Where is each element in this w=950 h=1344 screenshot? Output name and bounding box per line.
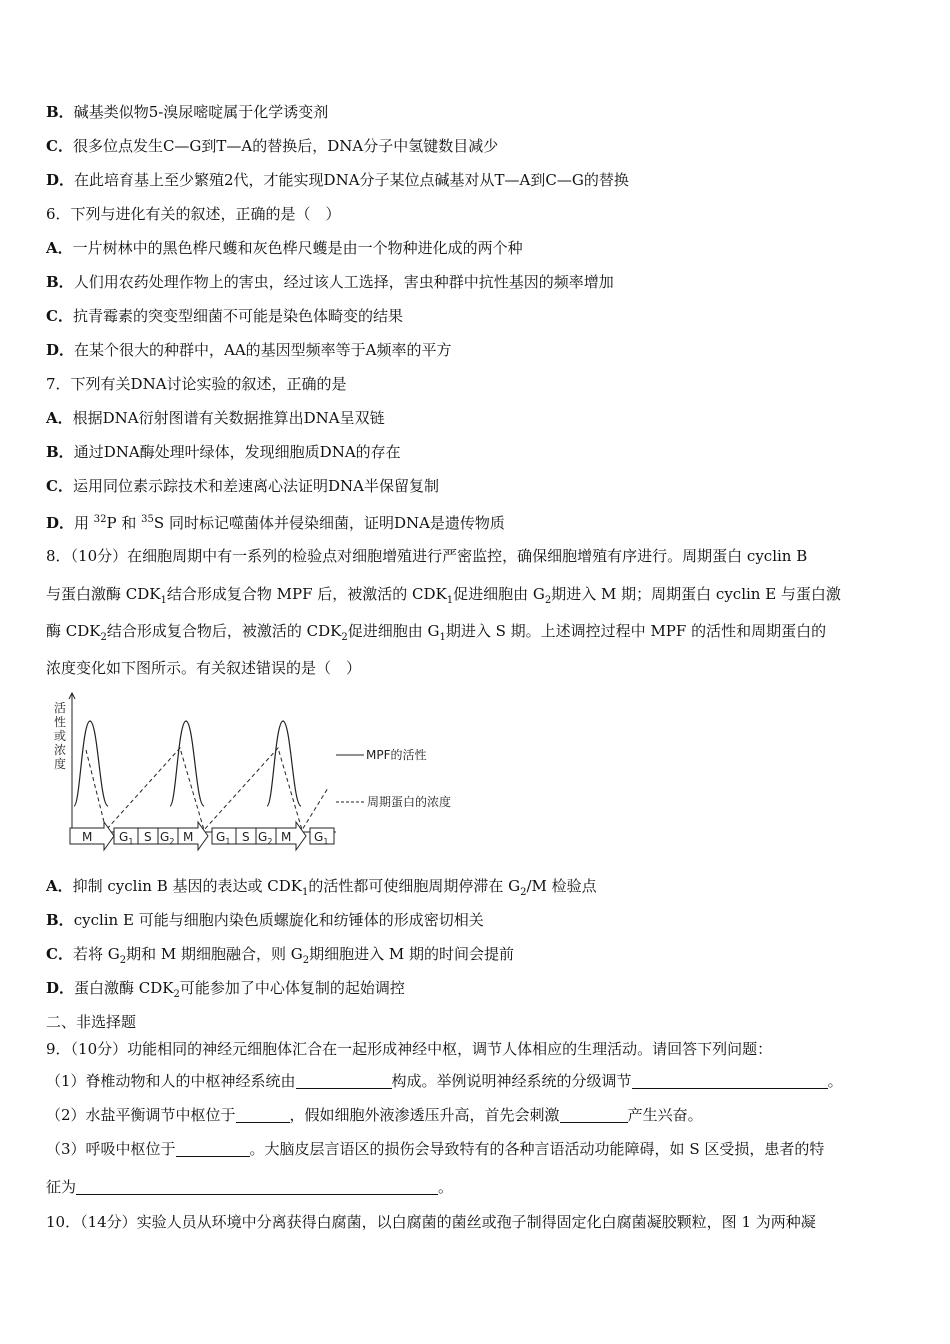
text-run: 。大脑皮层言语区的损伤会导致特有的各种言语活动功能障碍，如 S 区受损，患者的特 — [249, 1140, 825, 1158]
text-run: ，假如细胞外液渗透压升高，首先会刺激 — [289, 1106, 560, 1124]
option-label: A． — [46, 409, 73, 427]
q8-option-d — [46, 978, 405, 1005]
legend-mpf-activity: MPF的活性 — [366, 748, 427, 762]
text-run: （3）呼吸中枢位于 — [46, 1140, 176, 1158]
mpf-peak — [267, 721, 301, 806]
text-run: 的活性都可使细胞周期停滞在 G — [308, 877, 521, 895]
q8-option-c — [46, 944, 514, 971]
text-run: 结合形成复合物 MPF 后，被激活的 CDK — [166, 585, 447, 603]
answer-blank[interactable] — [176, 1141, 250, 1157]
legend-cyclin-concentration: 周期蛋白的浓度 — [367, 795, 452, 809]
option-label: D． — [46, 979, 75, 997]
q8-stem-line-3 — [46, 621, 826, 648]
text-run: 用 — [74, 514, 94, 532]
subscript: 2 — [302, 955, 310, 966]
text-run: 。 — [438, 1178, 454, 1196]
mpf-peak — [74, 721, 108, 806]
text-run: 抑制 cyclin B 基因的表达或 CDK — [72, 877, 302, 895]
subscript: 2 — [173, 989, 180, 1000]
text-run: P 和 — [106, 514, 142, 532]
option-label: A． — [46, 877, 73, 895]
q8-option-b — [46, 910, 484, 930]
subscript: 2 — [544, 595, 552, 606]
mpf-peak — [170, 721, 204, 806]
section-heading: 二、非选择题 — [46, 1013, 137, 1031]
q9-part-2 — [46, 1105, 703, 1125]
text-run: 促进细胞由 G — [453, 585, 545, 603]
phase-label: S — [144, 830, 152, 844]
superscript: 32 — [93, 514, 107, 525]
option-text: 很多位点发生C—G到T—A的替换后，DNA分子中氢键数目减少 — [72, 137, 499, 155]
option-text: 在某个很大的种群中，AA的基因型频率等于A频率的平方 — [74, 341, 452, 359]
option-label: D． — [46, 171, 75, 189]
text-run: 征为 — [46, 1178, 77, 1196]
option-label: C． — [46, 307, 73, 325]
q5-option-c — [46, 136, 498, 156]
q5-option-d — [46, 170, 629, 190]
option-label: C． — [46, 477, 73, 495]
q6-option-a — [46, 238, 523, 258]
text-run: S 同时标记噬菌体并侵染细菌，证明DNA是遗传物质 — [153, 514, 505, 532]
subscript: 1 — [439, 632, 446, 643]
option-text: 碱基类似物5-溴尿嘧啶属于化学诱变剂 — [73, 103, 329, 121]
option-label: A． — [46, 239, 73, 257]
q9-part-3-cont — [46, 1177, 453, 1197]
option-text: 在此培育基上至少繁殖2代，才能实现DNA分子某位点碱基对从T—A到C—G的替换 — [74, 171, 629, 189]
q8-stem-line-4: 浓度变化如下图所示。有关叙述错误的是（ ） — [46, 659, 362, 677]
text-run: 若将 G — [72, 945, 120, 963]
q6-option-b — [46, 272, 614, 292]
text-run: 构成。举例说明神经系统的分级调节 — [391, 1072, 632, 1090]
phase-label: $G_2$ — [258, 830, 273, 846]
q6-option-c — [46, 306, 403, 326]
subscript: 2 — [341, 632, 348, 643]
option-text: 根据DNA衍射图谱有关数据推算出DNA呈双链 — [72, 409, 385, 427]
text-run: 蛋白激酶 CDK — [74, 979, 174, 997]
answer-blank[interactable] — [296, 1073, 392, 1089]
text-run: 。 — [827, 1072, 843, 1090]
superscript: 35 — [141, 514, 154, 525]
phase-label: $G_1$ — [216, 830, 231, 846]
option-label: D． — [46, 341, 75, 359]
answer-blank[interactable] — [632, 1073, 828, 1089]
q7-option-b — [46, 442, 401, 462]
q9-part-3 — [46, 1139, 824, 1159]
option-label: B． — [46, 103, 74, 121]
subscript: 1 — [446, 595, 454, 606]
q7-option-d — [46, 510, 505, 533]
text-run: 期进入 M 期；周期蛋白 cyclin E 与蛋白激 — [551, 585, 841, 603]
q8-stem-line-1 — [46, 546, 807, 566]
text-run: /M 检验点 — [526, 877, 597, 895]
cell-cycle-figure — [46, 688, 486, 858]
option-label: B． — [46, 911, 74, 929]
phase-label: S — [242, 830, 250, 844]
q7-stem: 7．下列有关DNA讨论实验的叙述，正确的是 — [46, 375, 347, 393]
phase-label: M — [281, 830, 292, 844]
phase-label: $G_1$ — [119, 830, 134, 846]
phase-label: M — [183, 830, 194, 844]
ylabel-char: 度 — [54, 757, 67, 771]
option-label: D． — [46, 514, 75, 532]
ylabel-char: 或 — [54, 729, 67, 743]
text-run: 期细胞进入 M 期的时间会提前 — [309, 945, 515, 963]
option-text: 抗青霉素的突变型细菌不可能是染色体畸变的结果 — [72, 307, 403, 325]
text-run: 与蛋白激酶 CDK — [46, 585, 161, 603]
option-text: 一片树林中的黑色桦尺蠖和灰色桦尺蠖是由一个物种进化成的两个种 — [72, 239, 523, 257]
option-text: 人们用农药处理作物上的害虫，经过该人工选择，害虫种群中抗性基因的频率增加 — [73, 273, 614, 291]
subscript: 1 — [301, 887, 309, 898]
text-run: 结合形成复合物后，被激活的 CDK — [106, 622, 342, 640]
q9-stem: 9．（10分）功能相同的神经元细胞体汇合在一起形成神经中枢，调节人体相应的生理活动。请回答下列问题： — [46, 1040, 773, 1058]
text-run: 促进细胞由 G — [347, 622, 440, 640]
answer-blank[interactable] — [236, 1107, 290, 1123]
ylabel-char: 浓 — [54, 743, 67, 757]
answer-blank[interactable] — [560, 1107, 628, 1123]
q6-option-d — [46, 340, 452, 360]
subscript: 2 — [520, 887, 527, 898]
text-run: 可能参加了中心体复制的起始调控 — [179, 979, 405, 997]
q10-stem: 10．（14分）实验人员从环境中分离获得白腐菌，以白腐菌的菌丝或孢子制得固定化白腐菌凝胶颗粒，图 1 为两种凝 — [46, 1213, 816, 1231]
ylabel-char: 活 — [54, 701, 67, 715]
q5-option-b — [46, 102, 328, 122]
question-score: （10分） — [70, 547, 128, 565]
option-label: B． — [46, 443, 74, 461]
q9-part-1 — [46, 1071, 843, 1091]
subscript: 2 — [119, 955, 127, 966]
subscript: 2 — [100, 632, 107, 643]
ylabel-char: 性 — [54, 715, 67, 729]
answer-blank[interactable] — [76, 1179, 438, 1195]
option-label: B． — [46, 273, 74, 291]
option-text: 运用同位素示踪技术和差速离心法证明DNA半保留复制 — [72, 477, 439, 495]
phase-label: $G_2$ — [160, 830, 175, 846]
q8-option-a — [46, 876, 597, 903]
subscript: 1 — [160, 595, 167, 606]
text-run: （2）水盐平衡调节中枢位于 — [46, 1106, 236, 1124]
text-run: 酶 CDK — [46, 622, 101, 640]
option-label: C． — [46, 137, 73, 155]
text-run: 期进入 S 期。上述调控过程中 MPF 的活性和周期蛋白的 — [445, 622, 827, 640]
option-text: cyclin E 可能与细胞内染色质螺旋化和纺锤体的形成密切相关 — [73, 911, 484, 929]
q6-stem: 6．下列与进化有关的叙述，正确的是（ ） — [46, 205, 341, 223]
phase-label: M — [82, 830, 93, 844]
q7-option-c — [46, 476, 439, 496]
text-run: 在细胞周期中有一系列的检验点对细胞增殖进行严密监控，确保细胞增殖有序进行。周期蛋白 cyclin B — [127, 547, 808, 565]
option-label: C． — [46, 945, 73, 963]
question-number: 8． — [46, 547, 71, 565]
q7-option-a — [46, 408, 385, 428]
option-text: 通过DNA酶处理叶绿体，发现细胞质DNA的存在 — [73, 443, 401, 461]
phase-label: $G_1$ — [314, 830, 329, 846]
text-run: 期和 M 期细胞融合，则 G — [126, 945, 303, 963]
q8-stem-line-2 — [46, 584, 841, 611]
text-run: 产生兴奋。 — [627, 1106, 703, 1124]
text-run: （1）脊椎动物和人的中枢神经系统由 — [46, 1072, 296, 1090]
